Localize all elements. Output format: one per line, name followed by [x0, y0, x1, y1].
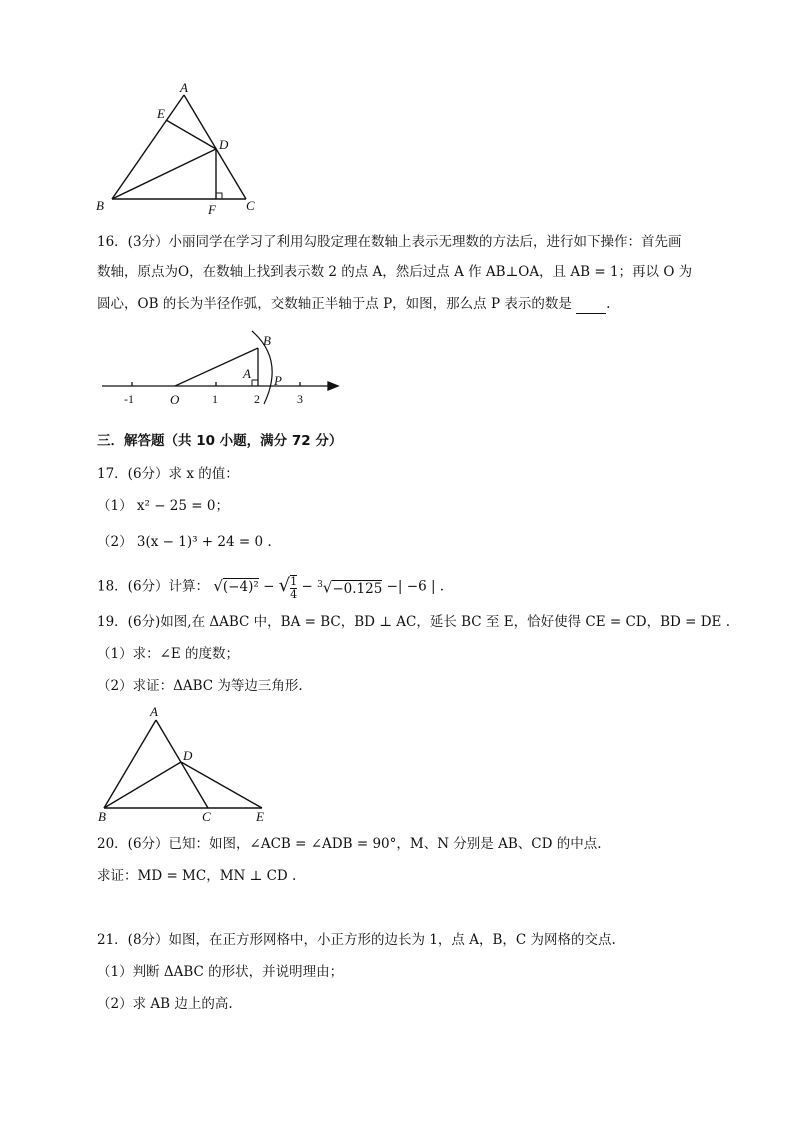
tick-label: -1 [124, 392, 134, 406]
q20-title: 20．(6分）已知：如图，∠ACB = ∠ADB = 90°，M、N 分别是 AB、CD 的中点. [97, 836, 602, 852]
q21-title: 21．(8分）如图，在正方形网格中，小正方形的边长为 1，点 A，B，C 为网格的交点. [97, 932, 616, 948]
q19-part2: （2）求证：ΔABC 为等边三角形. [97, 678, 303, 694]
tick-label: 3 [297, 392, 303, 406]
q16-line2: 数轴，原点为O，在数轴上找到表示数 2 的点 A，然后过点 A 作 AB⊥OA，且 AB = 1；再以 O 为 [97, 264, 693, 280]
sqrt-expression: √(−4)² [213, 577, 259, 596]
label-o: O [170, 392, 180, 407]
fraction-numerator: 1 [290, 574, 298, 588]
sqrt-fraction: √ $\frac{1}{4}$ [278, 574, 298, 601]
q17-part1: （1） x² − 25 = 0； [97, 498, 229, 514]
label-a: A [180, 80, 188, 95]
label-b: B [96, 198, 104, 213]
cube-root-expression: $^3$√−0.125 [317, 578, 383, 597]
minus-sign: − [263, 578, 275, 595]
label-b: B [263, 333, 271, 348]
q16-period: . [606, 296, 611, 312]
q19-part1: （1）求：∠E 的度数； [97, 646, 240, 662]
label-d: D [183, 748, 193, 763]
label-e: E [157, 106, 165, 121]
label-e: E [256, 809, 264, 824]
minus-sign: − [301, 578, 313, 595]
q17-title: 17．(6分）求 x 的值： [97, 466, 239, 482]
q20-proof: 求证：MD = MC，MN ⊥ CD . [97, 868, 297, 884]
cube-root-radicand: −0.125 [332, 580, 383, 597]
q16-line1: 16．(3分）小丽同学在学习了利用勾股定理在数轴上表示无理数的方法后，进行如下操作：首先画 [97, 234, 682, 250]
label-f: F [208, 202, 216, 217]
label-a: A [243, 366, 251, 381]
q17-part2: （2） 3(x − 1)³ + 24 = 0 . [97, 534, 272, 550]
q21-part1: （1）判断 ΔABC 的形状，并说明理由； [97, 964, 344, 980]
label-p: P [274, 373, 282, 388]
fraction-denominator: 4 [290, 587, 298, 601]
q16-line3-text: 圆心，OB 的长为半径作弧，交数轴正半轴于点 P，如图，那么点 P 表示的数是 [97, 296, 572, 312]
label-a: A [150, 704, 158, 719]
label-d: D [219, 137, 229, 152]
q19-title: 19．(6分)如图,在 ΔABC 中，BA = BC，BD ⊥ AC，延长 BC 至 E，恰好使得 CE = CD，BD = DE . [97, 614, 730, 630]
sqrt-radicand: (−4)² [222, 579, 259, 596]
label-b: B [98, 809, 106, 824]
label-c: C [202, 809, 211, 824]
tick-label: 1 [212, 392, 218, 406]
label-c: C [246, 198, 255, 213]
tick-label: 2 [254, 392, 260, 406]
section-heading: 三．解答题（共 10 小题，满分 72 分） [97, 433, 343, 449]
q21-part2: （2）求 AB 边上的高. [97, 996, 233, 1012]
q18-prefix: 18．(6分）计算： [97, 578, 210, 595]
q18-tail: −| −6 | . [386, 578, 445, 595]
